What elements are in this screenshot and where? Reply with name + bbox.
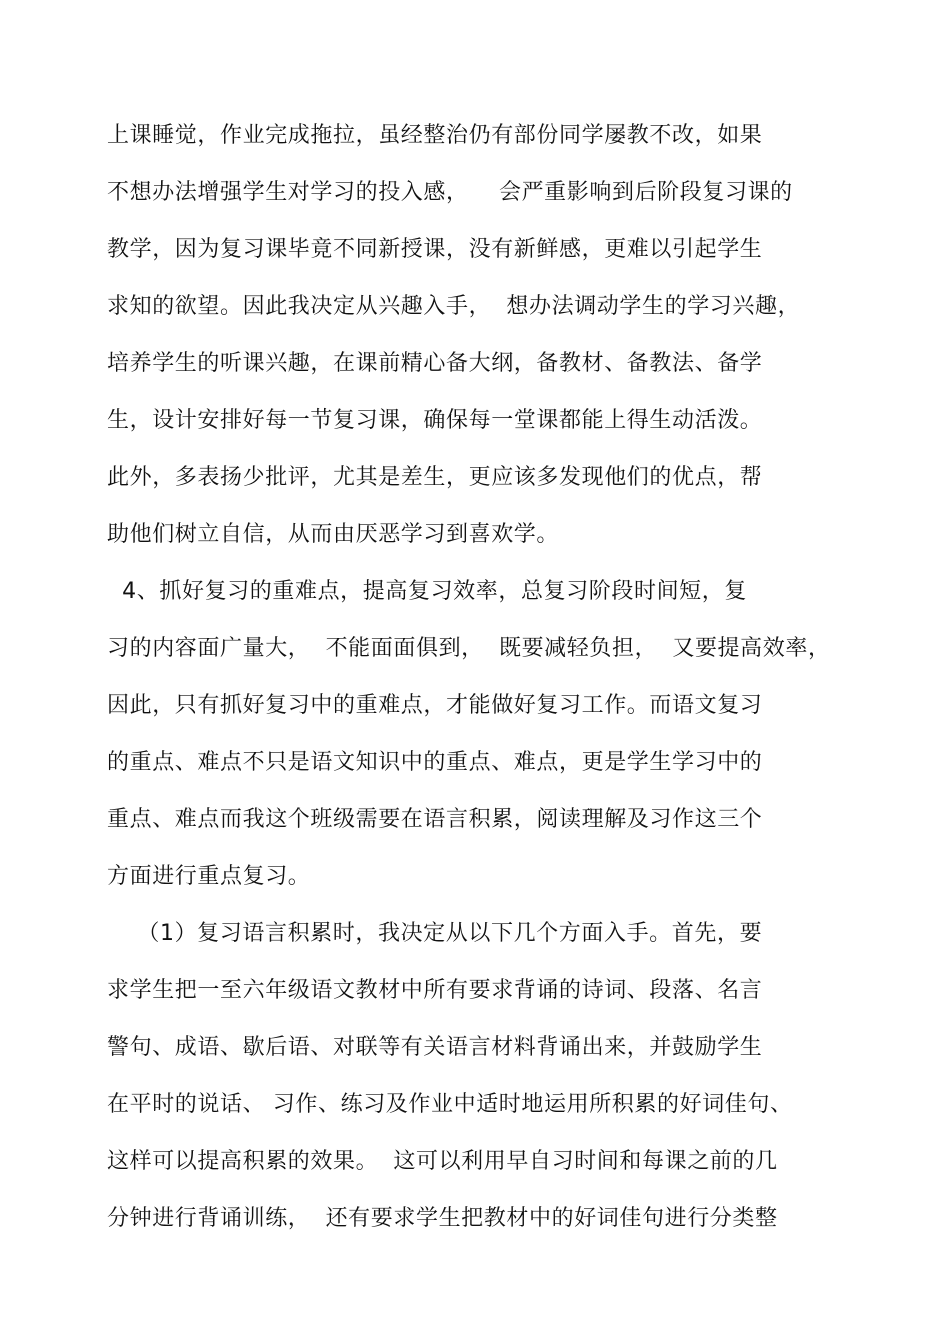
text-line: 教学，因为复习课毕竟不同新授课，没有新鲜感，更难以引起学生 bbox=[107, 237, 763, 262]
text-line: 培养学生的听课兴趣，在课前精心备大纲，备教材、备教法、备学 bbox=[107, 351, 763, 376]
text-line: 这样可以提高积累的效果。 这可以利用早自习时间和每课之前的几 bbox=[107, 1149, 778, 1174]
text-line: 此外，多表扬少批评，尤其是差生，更应该多发现他们的优点，帮 bbox=[107, 465, 763, 490]
text-line: 在平时的说话、 习作、练习及作业中适时地运用所积累的好词佳句、 bbox=[107, 1092, 793, 1117]
text-line: （1）复习语言积累时，我决定从以下几个方面入手。首先，要 bbox=[107, 921, 763, 946]
text-line: 分钟进行背诵训练， 还有要求学生把教材中的好词佳句进行分类整 bbox=[107, 1206, 778, 1231]
text-line: 重点、难点而我这个班级需要在语言积累，阅读理解及习作这三个 bbox=[107, 807, 763, 832]
text-line: 方面进行重点复习。 bbox=[107, 864, 311, 889]
text-line: 习的内容面广量大， 不能面面俱到， 既要减轻负担， 又要提高效率， bbox=[107, 636, 831, 661]
text-line: 的重点、难点不只是语文知识中的重点、难点，更是学生学习中的 bbox=[107, 750, 763, 775]
text-line: 4、抓好复习的重难点，提高复习效率，总复习阶段时间短，复 bbox=[107, 579, 747, 604]
text-line: 因此，只有抓好复习中的重难点，才能做好复习工作。而语文复习 bbox=[107, 693, 763, 718]
text-line: 求知的欲望。因此我决定从兴趣入手， 想办法调动学生的学习兴趣， bbox=[107, 294, 801, 319]
text-line: 助他们树立自信，从而由厌恶学习到喜欢学。 bbox=[107, 522, 560, 547]
text-line: 不想办法增强学生对学习的投入感， 会严重影响到后阶段复习课的 bbox=[107, 180, 793, 205]
text-line: 生，设计安排好每一节复习课，确保每一堂课都能上得生动活泼。 bbox=[107, 408, 763, 433]
text-line: 上课睡觉，作业完成拖拉，虽经整治仍有部份同学屡教不改，如果 bbox=[107, 123, 763, 148]
text-line: 警句、成语、歇后语、对联等有关语言材料背诵出来，并鼓励学生 bbox=[107, 1035, 763, 1060]
text-line: 求学生把一至六年级语文教材中所有要求背诵的诗词、段落、名言 bbox=[107, 978, 763, 1003]
